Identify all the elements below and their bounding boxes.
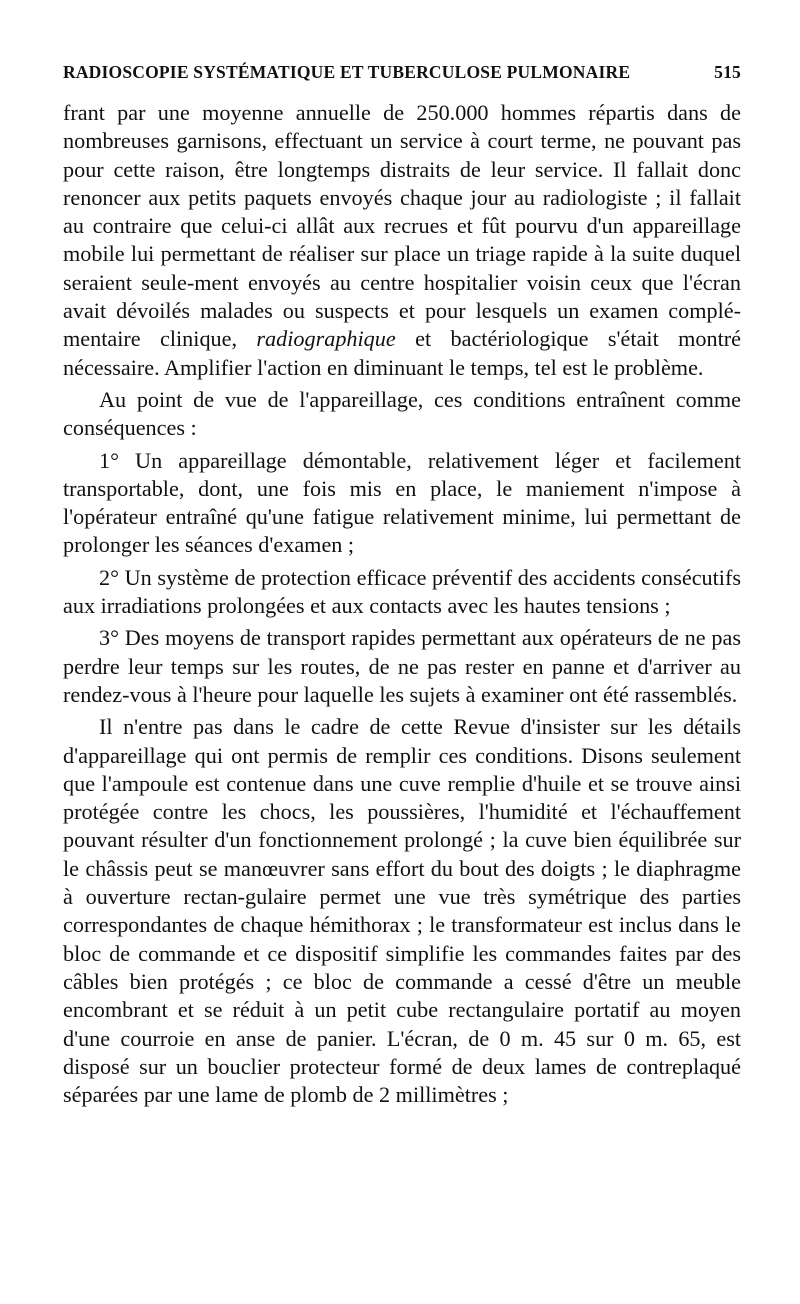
paragraph-1-text-b: et bactériologique s'était montré nécessaire. Amplifier l'action en diminuant le temps, tel est le problème.	[63, 326, 741, 380]
list-item-1	[63, 447, 741, 560]
paragraph-1-italic: radiographique	[256, 326, 396, 352]
paragraph-3	[63, 713, 741, 1109]
body-text	[63, 99, 741, 1109]
running-head	[63, 62, 741, 83]
page	[63, 62, 741, 1109]
page-number: 515	[714, 62, 741, 82]
running-title: RADIOSCOPIE SYSTÉMATIQUE ET TUBERCULOSE PULMONAIRE	[63, 62, 631, 82]
paragraph-1-text-a: frant par une moyenne annuelle de 250.000 hommes répartis dans de nombreuses garnisons, effectuant un service à court terme, ne pouvant pas pour cette raison, être longtemps distraits de leur service. Il fallait donc renoncer aux petits paquets envoyés chaque jour au radiologiste ; il fallait au contraire que celui-ci allât aux recrues et fût pourvu d'un appareillage mobile lui permettant de réaliser sur place un triage rapide à la suite duquel seraient seule-ment envoyés au centre hospitalier voisin ceux que l'écran avait dévoilés malades ou suspects et pour lesquels un examen complé-mentaire clinique,	[63, 100, 741, 352]
paragraph-2	[63, 386, 741, 443]
list-item-2-text: 2° Un système de protection efficace préventif des accidents consécutifs aux irradiations prolongées et aux contacts avec les hautes tensions ;	[63, 564, 741, 619]
list-item-2	[63, 564, 741, 621]
list-item-1-text: 1° Un appareillage démontable, relativement léger et facilement transportable, dont, une fois mis en place, le maniement n'impose à l'opérateur entraîné qu'une fatigue relativement minime, lui permettant de prolonger les séances d'examen ;	[63, 447, 741, 558]
paragraph-2-text: Au point de vue de l'appareillage, ces conditions entraînent comme conséquences :	[63, 386, 741, 441]
paragraph-1	[63, 99, 741, 382]
paragraph-3-text: Il n'entre pas dans le cadre de cette Revue d'insister sur les détails d'appareillage qui ont permis de remplir ces conditions. Disons seulement que l'ampoule est contenue dans une cuve remplie d'huile et se trouve ainsi protégée contre les chocs, les poussières, l'humidité et l'échauffement pouvant résulter d'un fonctionnement prolongé ; la cuve bien équilibrée sur le châssis peut se manœuvrer sans effort du bout des doigts ; le diaphragme à ouverture rectan-gulaire permet une vue très symétrique des parties correspondantes de chaque hémithorax ; le transformateur est inclus dans le bloc de commande et ce dispositif simplifie les commandes faites par des câbles bien protégés ; ce bloc de commande a cessé d'être un meuble encombrant et se réduit à un petit cube rectangulaire portatif au moyen d'une courroie en anse de panier. L'écran, de 0 m. 45 sur 0 m. 65, est disposé sur un bouclier protecteur formé de deux lames de contreplaqué séparées par une lame de plomb de 2 millimètres ;	[63, 714, 741, 1108]
list-item-3	[63, 624, 741, 709]
list-item-3-text: 3° Des moyens de transport rapides permettant aux opérateurs de ne pas perdre leur temps sur les routes, de ne pas rester en panne et d'arriver au rendez-vous à l'heure pour laquelle les sujets à examiner ont été rassemblés.	[63, 625, 741, 707]
